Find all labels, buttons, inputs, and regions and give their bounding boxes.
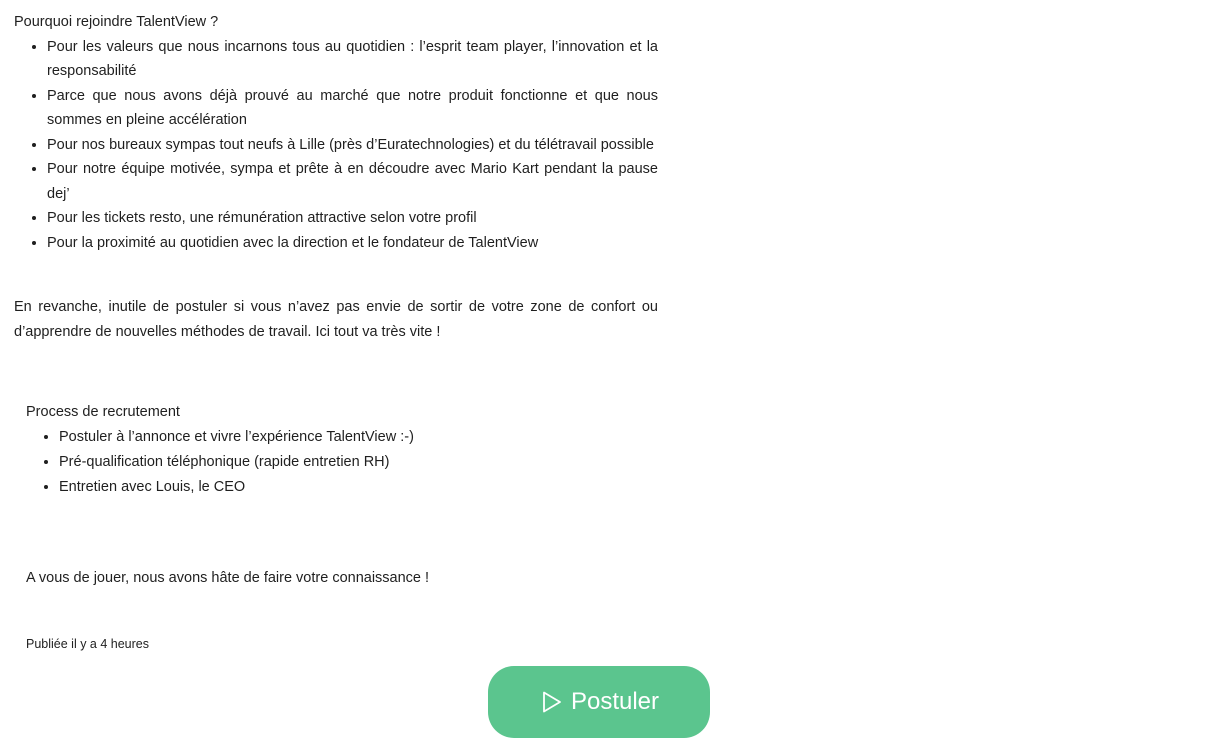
process-heading: Process de recrutement xyxy=(26,404,180,420)
recruitment-process xyxy=(26,400,414,500)
why-join-heading: Pourquoi rejoindre TalentView ? xyxy=(14,14,219,30)
apply-button[interactable] xyxy=(488,666,710,738)
list-item: • Postuler à l’annonce et vivre l’expérience TalentView :-) xyxy=(59,425,414,450)
why-join-list xyxy=(14,35,658,256)
list-item: • Pour nos bureaux sympas tout neufs à Lille (près d’Euratechnologies) et du télétravail possible xyxy=(47,133,658,158)
list-item: • Pour les tickets resto, une rémunération attractive selon votre profil xyxy=(47,206,658,231)
list-item: • Pour la proximité au quotidien avec la direction et le fondateur de TalentView xyxy=(47,231,658,256)
play-outline-icon xyxy=(539,690,563,714)
list-item: • Pour notre équipe motivée, sympa et prête à en découdre avec Mario Kart pendant la pause dej’ xyxy=(47,157,658,206)
list-item: • Entretien avec Louis, le CEO xyxy=(59,475,414,500)
apply-button-label: Postuler xyxy=(570,688,660,715)
closing-message: A vous de jouer, nous avons hâte de faire votre connaissance ! xyxy=(26,570,430,586)
job-description xyxy=(14,10,658,359)
published-time: Publiée il y a 4 heures xyxy=(26,637,149,651)
list-item: • Pré-qualification téléphonique (rapide entretien RH) xyxy=(59,450,414,475)
caveat-paragraph: En revanche, inutile de postuler si vous n’avez pas envie de sortir de votre zone de confort ou d’apprendre de nouvelles méthodes de travail. Ici tout va très vite ! xyxy=(14,299,658,340)
process-steps-list xyxy=(26,425,414,500)
list-item: • Parce que nous avons déjà prouvé au marché que notre produit fonctionne et que nous sommes en pleine accélération xyxy=(47,84,658,133)
list-item: • Pour les valeurs que nous incarnons tous au quotidien : l’esprit team player, l’innovation et la responsabilité xyxy=(47,35,658,84)
